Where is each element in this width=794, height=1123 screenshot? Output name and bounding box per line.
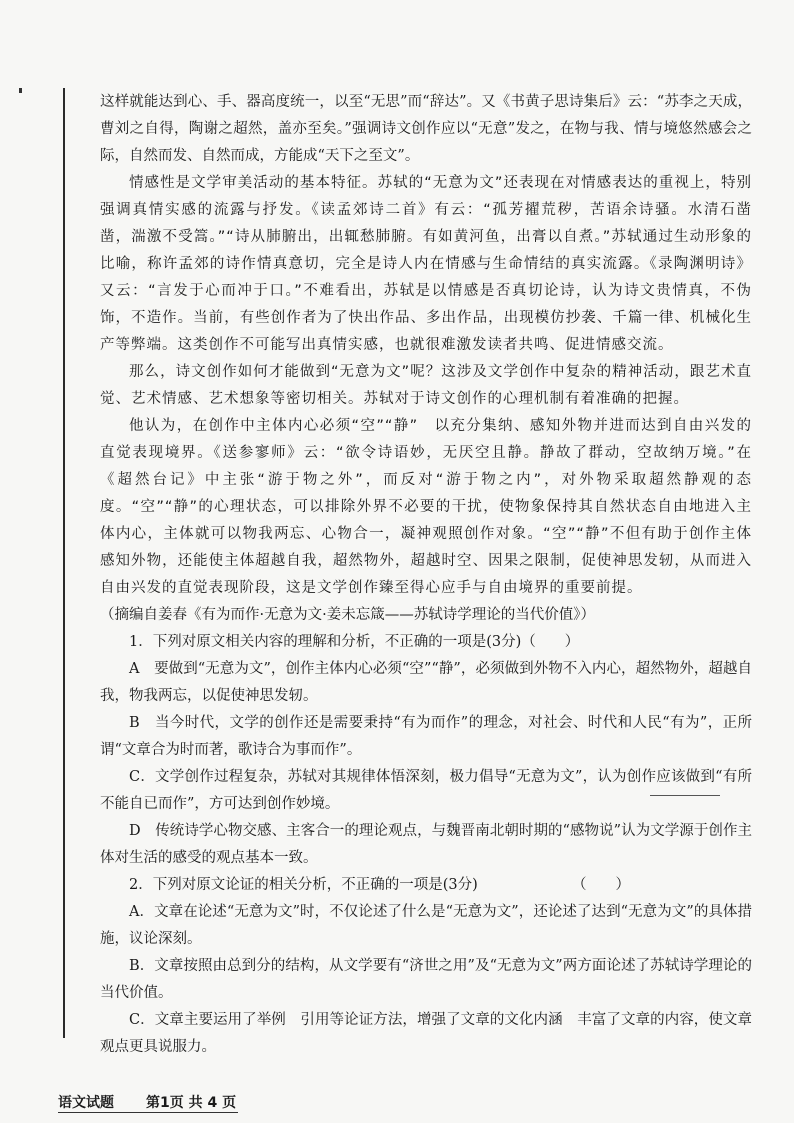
binding-line (63, 88, 65, 1038)
footer-rule (58, 1112, 238, 1113)
pencil-scratch (650, 795, 720, 796)
question-2-title: 2．下列对原文论证的相关分析，不正确的一项是(3分) （ ） (129, 877, 631, 893)
question-1-title: 1．下列对原文相关内容的理解和分析，不正确的一项是(3分)（ ） (129, 634, 580, 650)
footer-subject: 语文试题 (58, 1095, 114, 1111)
passage-paragraph-4: 他认为，在创作中主体内心必须“空”“静” 以充分集纳、感知外物并进而达到自由兴发的直觉表现境界。《送参寥师》云：“欲令诗语妙，无厌空且静。静故了群动，空故纳万境。”在《超然台记》中主张“游于物之外”，而反对“游于物之内”，对外物采取超然静观的态度。“空”“静”的心理状态，可以排除外界不必要的干扰，使物象保持其自然状态自由地进入主体内心，主体就可以物我两忘、心物合一，凝神观照创作对象。“空”“静”不但有助于创作主体感知外物，还能使主体超越自我，超然物外，超越时空、因果之限制，促使神思发轫，从而进入自由兴发的直觉表现阶段，这是文学创作臻至得心应手与自由境界的重要前提。 (100, 418, 752, 596)
question-1-option-b: B 当今时代，文学的创作还是需要秉持“有为而作”的理念，对社会、时代和人民“有为”，正所谓“文章合为时而著，歌诗合为事而作”。 (100, 715, 752, 758)
margin-mark (19, 88, 22, 93)
passage-paragraph-2: 情感性是文学审美活动的基本特征。苏轼的“无意为文”还表现在对情感表达的重视上，特别强调真情实感的流露与抒发。《读孟郊诗二首》有云：“孤芳擢荒秽，苦语余诗骚。水清石凿凿，湍激不受篙。”“诗从肺腑出，出辄愁肺腑。有如黄河鱼，出膏以自煮。”苏轼通过生动形象的比喻，称许孟郊的诗作情真意切，完全是诗人内在情感与生命情结的真实流露。《录陶渊明诗》又云：“言发于心而冲于口。”不难看出，苏轼是以情感是否真切论诗，认为诗文贵情真，不伪饰，不造作。当前，有些创作者为了快出作品、多出作品，出现模仿抄袭、千篇一律、机械化生产等弊端。这类创作不可能写出真情实感，也就很难激发读者共鸣、促进情感交流。 (100, 175, 752, 353)
question-2-option-c: C．文章主要运用了举例 引用等论证方法，增强了文章的文化内涵 丰富了文章的内容，使文章观点更具说服力。 (100, 1012, 752, 1055)
question-1-option-a: A 要做到“无意为文”，创作主体内心必须“空”“静”，必须做到外物不入内心，超然物外，超越自我，物我两忘，以促使神思发轫。 (100, 661, 752, 704)
reading-content (100, 89, 752, 1061)
footer-page-number: 第1页 共 4 页 (146, 1095, 237, 1111)
passage-source: （摘编自姜春《有为而作·无意为文·姜未忘箴——苏轼诗学理论的当代价值》） (100, 607, 595, 623)
passage-paragraph-3: 那么，诗文创作如何才能做到“无意为文”呢？这涉及文学创作中复杂的精神活动，跟艺术直觉、艺术情感、艺术想象等密切相关。苏轼对于诗文创作的心理机制有着准确的把握。 (100, 364, 752, 407)
question-1-option-c: C．文学创作过程复杂，苏轼对其规律体悟深刻，极力倡导“无意为文”，认为创作应该做到“有所不能自已而作”，方可达到创作妙境。 (100, 769, 752, 812)
question-1-option-d: D 传统诗学心物交感、主客合一的理论观点，与魏晋南北朝时期的“感物说”认为文学源于创作主体对生活的感受的观点基本一致。 (100, 823, 752, 866)
question-2-option-a: A．文章在论述“无意为文”时，不仅论述了什么是“无意为文”，还论述了达到“无意为文”的具体措施，议论深刻。 (100, 904, 752, 947)
question-2-option-b: B．文章按照由总到分的结构，从文学要有“济世之用”及“无意为文”两方面论述了苏轼诗学理论的当代价值。 (100, 958, 752, 1001)
passage-paragraph-1: 这样就能达到心、手、器高度统一，以至“无思”而“辞达”。又《书黄子思诗集后》云：“苏李之天成，曹刘之自得，陶谢之超然，盖亦至矣。”强调诗文创作应以“无意”发之，在物与我、情与境悠然感会之际，自然而发、自然而成，方能成“天下之至文”。 (100, 94, 752, 164)
